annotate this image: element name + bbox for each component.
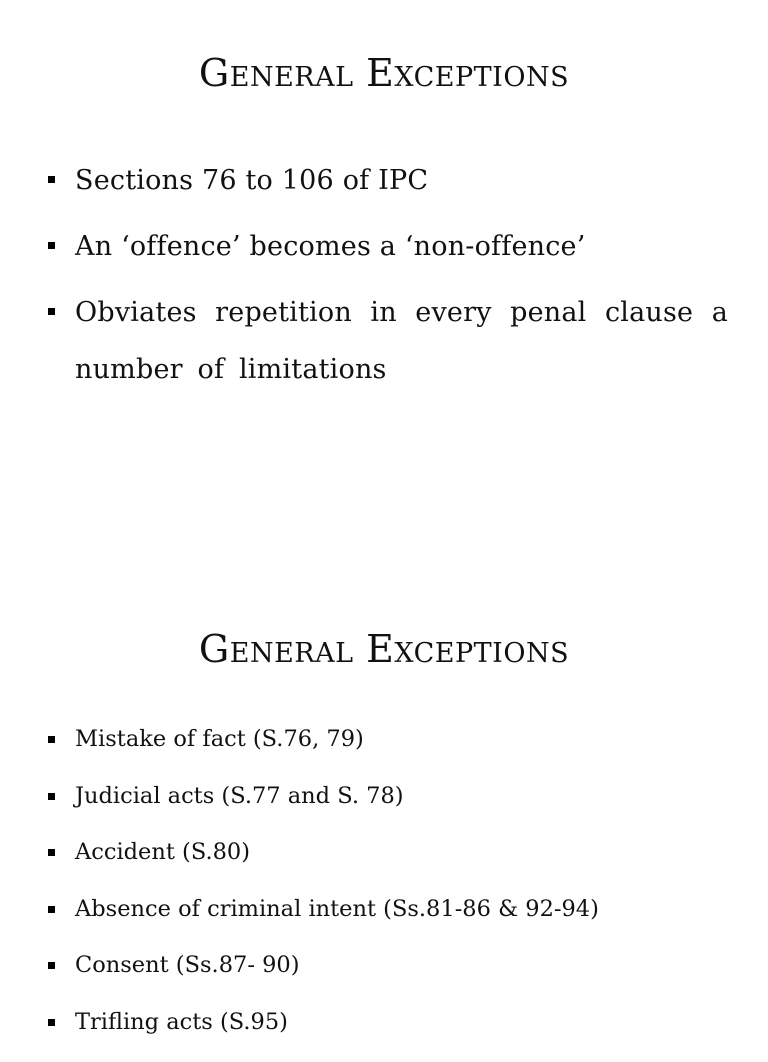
- list-item-text: Trifling acts (S.95): [75, 1008, 288, 1035]
- list-item: [48, 780, 748, 812]
- list-item: [48, 723, 748, 755]
- bullet-list: [48, 723, 748, 1062]
- list-item-text: An ‘offence’ becomes a ‘non-offence’: [75, 231, 586, 262]
- square-bullet-icon: [48, 962, 55, 969]
- list-item: [48, 1006, 748, 1038]
- list-item: [48, 836, 748, 868]
- list-item: [48, 218, 728, 275]
- square-bullet-icon: [48, 736, 55, 743]
- list-item: [48, 949, 748, 981]
- square-bullet-icon: [48, 308, 55, 315]
- square-bullet-icon: [48, 906, 55, 913]
- list-item-text: Mistake of fact (S.76, 79): [75, 726, 364, 752]
- square-bullet-icon: [48, 242, 55, 249]
- square-bullet-icon: [48, 1019, 55, 1026]
- list-item-text: Absence of criminal intent (Ss.81-86 & 92-94): [75, 895, 599, 922]
- slide-title: General Exceptions: [198, 627, 570, 671]
- square-bullet-icon: [48, 793, 55, 800]
- list-item: [48, 152, 728, 209]
- list-item-text: Obviates repetition in every penal clause a number of limitations: [75, 297, 728, 385]
- list-item: [48, 284, 728, 398]
- square-bullet-icon: [48, 849, 55, 856]
- list-item: [48, 893, 748, 925]
- slide-title: General Exceptions: [198, 51, 570, 95]
- list-item-text: Accident (S.80): [75, 839, 251, 865]
- slide-2: [0, 575, 768, 1035]
- list-item-text: Sections 76 to 106 of IPC: [75, 165, 429, 196]
- square-bullet-icon: [48, 176, 55, 183]
- list-item-text: Judicial acts (S.77 and S. 78): [75, 782, 404, 809]
- bullet-list: [48, 152, 728, 407]
- list-item-text: Consent (Ss.87- 90): [75, 952, 300, 978]
